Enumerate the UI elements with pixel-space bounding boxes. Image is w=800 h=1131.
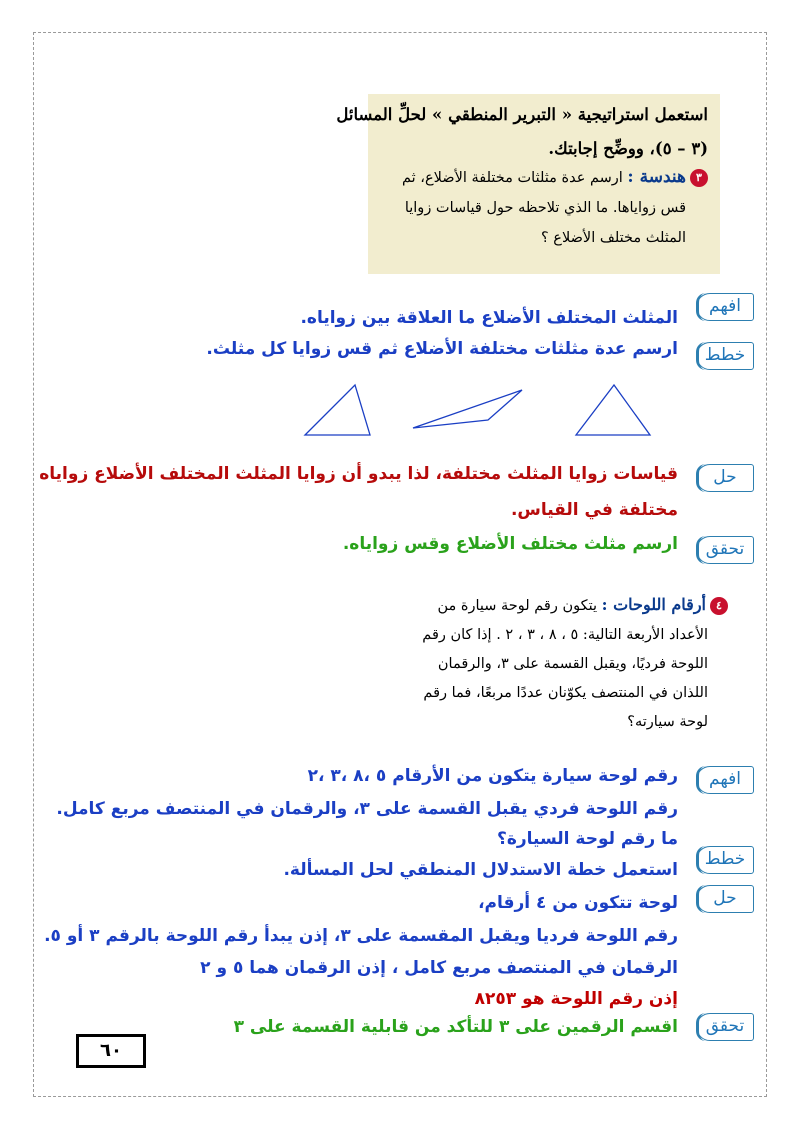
triangles-illustration bbox=[300, 380, 660, 440]
problem-4 bbox=[308, 590, 728, 737]
tag-understand: افهم bbox=[696, 293, 754, 321]
solution-3-understand: المثلث المختلف الأضلاع ما العلاقة بين زواياه. bbox=[300, 308, 678, 328]
problem-4-number-badge: ٤ bbox=[710, 597, 728, 615]
strategy-heading-line2: (٣ – ٥)، ووضِّح إجابتك. bbox=[548, 139, 708, 158]
solution-3-solve-line2: مختلفة في القياس. bbox=[510, 500, 678, 520]
problem-3-line3: المثلث مختلف الأضلاع ؟ bbox=[541, 230, 686, 246]
solution-4-understand-line2: رقم اللوحة فردي يقبل القسمة على ٣، والرقمان في المنتصف مربع كامل. bbox=[56, 799, 678, 819]
solution-4-check: اقسم الرقمين على ٣ للتأكد من قابلية القسمة على ٣ bbox=[233, 1017, 678, 1037]
triangle-2 bbox=[413, 390, 522, 428]
tag-understand-2: افهم bbox=[696, 766, 754, 794]
solution-4-solve-line3: الرقمان في المنتصف مربع كامل ، إذن الرقمان هما ٥ و ٢ bbox=[200, 958, 678, 978]
solution-4-plan: استعمل خطة الاستدلال المنطقي لحل المسألة. bbox=[283, 860, 678, 880]
problem-4-text1: يتكون رقم لوحة سيارة من bbox=[437, 598, 598, 614]
solution-3-check: ارسم مثلث مختلف الأضلاع وقس زواياه. bbox=[342, 534, 678, 554]
problem-3-keyword: هندسة : bbox=[627, 167, 686, 187]
tag-check: تحقق bbox=[696, 536, 754, 564]
problem-4-line5: لوحة سيارته؟ bbox=[627, 714, 708, 730]
problem-4-line4: اللذان في المنتصف يكوّنان عددًا مربعًا، فما رقم bbox=[423, 685, 708, 701]
solution-4-solve-line2: رقم اللوحة فرديا ويقبل المقسمة على ٣، إذن يبدأ رقم اللوحة بالرقم ٣ أو ٥. bbox=[44, 926, 678, 946]
problem-4-line3: اللوحة فرديًا، ويقبل القسمة على ٣، والرقمان bbox=[437, 656, 708, 672]
tag-plan: خطط bbox=[696, 342, 754, 370]
solution-4-solve-line1: لوحة تتكون من ٤ أرقام، bbox=[478, 893, 678, 913]
solution-3-solve-line1: قياسات زوايا المثلث مختلفة، لذا يبدو أن زوايا المثلث المختلف الأضلاع زواياه bbox=[39, 464, 678, 484]
problem-3-text1: ارسم عدة مثلثات مختلفة الأضلاع، ثم bbox=[401, 170, 623, 186]
tag-solve: حل bbox=[696, 464, 754, 492]
page-number: ٦٠ bbox=[76, 1034, 146, 1068]
tag-check-2: تحقق bbox=[696, 1013, 754, 1041]
solution-4-understand-line3: ما رقم لوحة السيارة؟ bbox=[496, 829, 678, 849]
tag-solve-2: حل bbox=[696, 885, 754, 913]
problem-4-keyword: أرقام اللوحات : bbox=[601, 595, 706, 614]
problem-3-number-badge: ٣ bbox=[690, 169, 708, 187]
tag-plan-2: خطط bbox=[696, 846, 754, 874]
problem-3-box bbox=[336, 94, 720, 274]
problem-4-line2: الأعداد الأربعة التالية: ٥ ، ٨ ، ٣ ، ٢ . إذا كان رقم bbox=[422, 627, 708, 643]
solution-3-plan: ارسم عدة مثلثات مختلفة الأضلاع ثم قس زوايا كل مثلث. bbox=[206, 339, 678, 359]
problem-3-line2: قس زواياها. ما الذي تلاحظه حول قياسات زوايا bbox=[404, 200, 686, 216]
problem-3-line1 bbox=[368, 162, 708, 193]
strategy-heading-line1: استعمل استراتيجية « التبرير المنطقي » لحلِّ المسائل bbox=[336, 105, 708, 124]
problem-4-line1 bbox=[308, 590, 728, 621]
solution-4-solve-line4: إذن رقم اللوحة هو ٨٢٥٣ bbox=[474, 989, 678, 1009]
triangle-1 bbox=[305, 385, 370, 435]
solution-4-understand-line1: رقم لوحة سيارة يتكون من الأرقام ٥ ،٨ ،٣ ،٢ bbox=[307, 766, 678, 786]
triangle-3 bbox=[576, 385, 650, 435]
